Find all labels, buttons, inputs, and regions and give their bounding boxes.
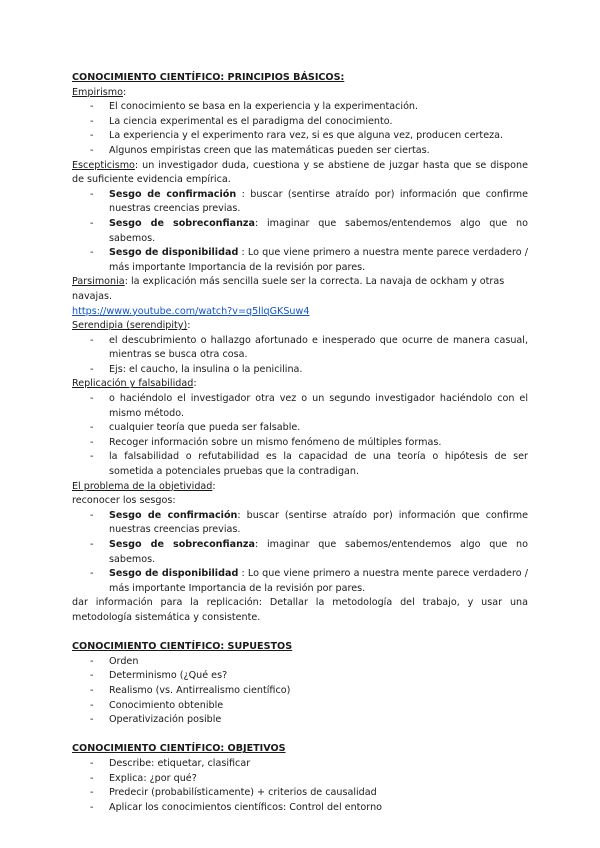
replicacion-label: Replicación y falsabilidad:: [72, 378, 197, 390]
document-page: [72, 71, 528, 815]
item-text: : Lo que viene primero a nuestra mente parece verdadero / más importante Importancia de la revisión por pares.: [109, 247, 528, 273]
bold-term: Sesgo de sobreconfianza: [109, 539, 255, 550]
parsimonia-paragraph: [72, 275, 528, 304]
subheading: Escepticismo: [72, 159, 135, 171]
item-text: : Lo que viene primero a nuestra mente parece verdadero / más importante Importancia de la revisión por pares.: [109, 568, 528, 594]
replicacion-list: [72, 392, 528, 480]
empirismo-list: [72, 100, 528, 158]
section-title-objetivos: [72, 742, 528, 757]
heading-text: CONOCIMIENTO CIENTÍFICO: OBJETIVOS: [72, 743, 286, 755]
objetivos-list: [72, 757, 528, 815]
item-text: : imaginar que sabemos/entendemos algo que no sabemos.: [109, 539, 528, 565]
list-item: - el descubrimiento o hallazgo afortunado e inesperado que ocurre de manera casual, mientras se busca otra cosa.: [72, 334, 528, 363]
serendipia-label: Serendipia (serendipity):: [72, 320, 191, 332]
escepticismo-paragraph: [72, 159, 528, 188]
item-text: : imaginar que sabemos/entendemos algo que no sabemos.: [109, 217, 528, 244]
subheading: Empirismo: [72, 86, 123, 98]
paragraph-text: : un investigador duda, cuestiona y se abstiene de juzgar hasta que se dispone de suficiente evidencia empírica.: [72, 159, 528, 186]
list-item: - El conocimiento se basa en la experiencia y la experimentación.: [72, 100, 528, 115]
bold-term: Sesgo de disponibilidad: [109, 247, 239, 259]
list-item: [72, 246, 528, 275]
list-item: - Operativización posible: [72, 713, 528, 728]
list-item: [72, 217, 528, 246]
list-item: [72, 567, 528, 596]
bold-term: Sesgo de confirmación: [109, 188, 237, 200]
list-item: - Describe: etiquetar, clasificar: [72, 757, 528, 772]
empirismo-label: Empirismo:: [72, 86, 127, 98]
bold-term: Sesgo de disponibilidad: [109, 568, 239, 580]
section-title-principios: [72, 71, 528, 86]
section-title-supuestos: [72, 640, 528, 655]
list-item: [72, 188, 528, 217]
list-item: [72, 538, 528, 567]
list-item: - Algunos empiristas creen que las matemáticas pueden ser ciertas.: [72, 144, 528, 159]
bold-term: Sesgo de sobreconfianza: [109, 217, 255, 229]
list-item: - Aplicar los conocimientos científicos: Control del entorno: [72, 801, 528, 816]
subheading: El problema de la objetividad: [72, 480, 213, 492]
list-item: - cualquier teoría que pueda ser falsable.: [72, 421, 528, 436]
list-item: - Realismo (vs. Antirrealismo científico): [72, 684, 528, 699]
objetividad-list: [72, 509, 528, 597]
list-item: - o haciéndolo el investigador otra vez o un segundo investigador haciéndolo con el mismo método.: [72, 392, 528, 421]
youtube-link[interactable]: https://www.youtube.com/watch?v=q5llqGKSuw4: [72, 305, 310, 317]
escepticismo-list: [72, 188, 528, 276]
list-item: - Ejs: el caucho, la insulina o la penicilina.: [72, 363, 528, 378]
objetividad-label: El problema de la objetividad:: [72, 480, 216, 492]
list-item: - la falsabilidad o refutabilidad es la capacidad de una teoría o hipótesis de ser sometida a potenciales pruebas que la contradigan.: [72, 450, 528, 479]
subheading: Replicación y falsabilidad: [72, 378, 194, 390]
heading-text: CONOCIMIENTO CIENTÍFICO: SUPUESTOS: [72, 641, 293, 653]
subheading: Serendipia (serendipity): [72, 320, 188, 332]
objetividad-outro: dar información para la replicación: Detallar la metodología del trabajo, y usar una metodología sistemática y consistente.: [72, 597, 528, 623]
list-item: - La experiencia y el experimento rara vez, si es que alguna vez, producen certeza.: [72, 129, 528, 144]
list-item: - Conocimiento obtenible: [72, 699, 528, 714]
list-item: - Recoger información sobre un mismo fenómeno de múltiples formas.: [72, 436, 528, 451]
subheading: Parsimonia: [72, 276, 125, 288]
supuestos-list: [72, 655, 528, 728]
heading-text: CONOCIMIENTO CIENTÍFICO: PRINCIPIOS BÁSICOS:: [72, 72, 345, 83]
list-item: - Explica: ¿por qué?: [72, 772, 528, 787]
list-item: - Determinismo (¿Qué es?: [72, 669, 528, 684]
list-item: - Predecir (probabilísticamente) + criterios de causalidad: [72, 786, 528, 801]
bold-term: Sesgo de confirmación: [109, 509, 238, 521]
list-item: - La ciencia experimental es el paradigma del conocimiento.: [72, 115, 528, 130]
item-text: : buscar (sentirse atraído por) información que confirme nuestras creencias previas.: [109, 509, 528, 536]
item-text: : buscar (sentirse atraído por) información que confirme nuestras creencias previas.: [109, 188, 528, 215]
objetividad-intro: reconocer los sesgos:: [72, 495, 176, 507]
list-item: [72, 509, 528, 538]
serendipia-list: [72, 334, 528, 378]
list-item: - Orden: [72, 655, 528, 670]
paragraph-text: : la explicación más sencilla suele ser la correcta. La navaja de ockham y otras navajas.: [72, 276, 505, 302]
